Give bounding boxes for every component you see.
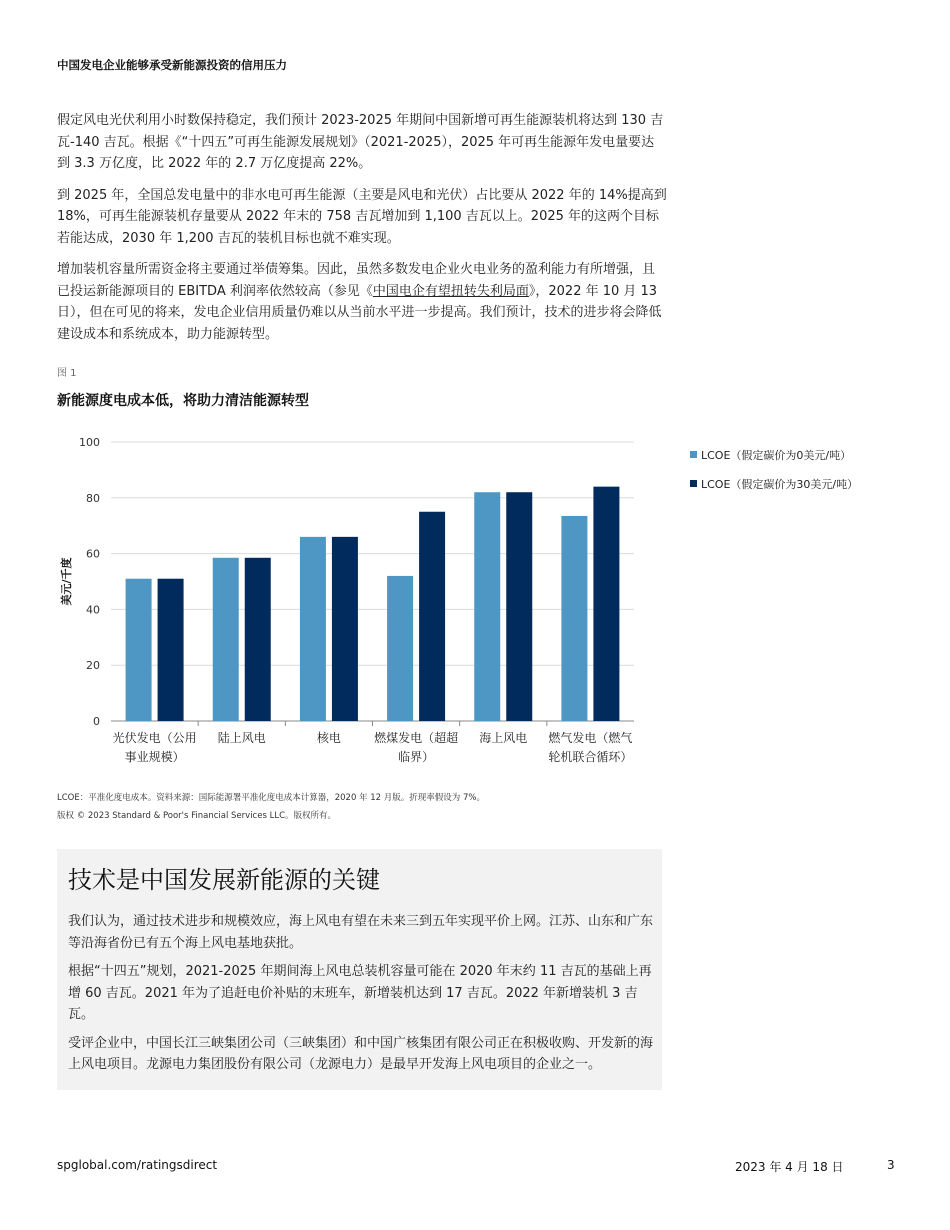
figure-copyright: 版权 © 2023 Standard & Poor's Financial Services LLC。版权所有。 <box>57 811 336 821</box>
body-text <box>57 110 667 355</box>
y-tick-label: 60 <box>86 547 100 561</box>
document-header-title: 中国发电企业能够承受新能源投资的信用压力 <box>57 58 287 72</box>
sidebar-body <box>68 911 658 1083</box>
y-axis-ticks <box>79 436 100 728</box>
bar-series-2 <box>332 537 358 721</box>
x-category-label: 光伏发电（公用 <box>112 731 197 745</box>
legend-label-series-1: LCOE（假定碳价为0美元/吨） <box>701 448 852 462</box>
sidebar-paragraph-3: 受评企业中，中国长江三峡集团公司（三峡集团）和中国广核集团有限公司正在积极收购、开发新的海上风电项目。龙源电力集团股份有限公司（龙源电力）是最早开发海上风电项目的企业之一。 <box>68 1035 654 1072</box>
paragraph-3 <box>57 259 667 345</box>
x-category-label: 燃气发电（燃气 <box>548 731 633 745</box>
figure-title: 新能源度电成本低，将助力清洁能源转型 <box>57 393 309 409</box>
bar-series-2 <box>506 492 532 721</box>
sidebar-paragraph-1: 我们认为，通过技术进步和规模效应，海上风电有望在未来三到五年实现平价上网。江苏、山东和广东等沿海省份已有五个海上风电基地获批。 <box>68 914 654 951</box>
chart-gridlines <box>111 442 634 721</box>
footer-date: 2023 年 4 月 18 日 <box>735 1160 844 1174</box>
footer-url: spglobal.com/ratingsdirect <box>57 1158 218 1172</box>
bar-series-1 <box>213 558 239 721</box>
legend-label-series-2: LCOE（假定碳价为30美元/吨） <box>701 477 859 491</box>
bar-series-1 <box>126 579 152 721</box>
x-category-label: 海上风电 <box>479 731 528 745</box>
bar-series-2 <box>419 512 445 721</box>
chart-legend <box>690 440 858 498</box>
x-category-label: 核电 <box>316 731 341 745</box>
footer-page-number: 3 <box>887 1158 895 1172</box>
x-category-label: 轮机联合循环） <box>548 750 633 764</box>
paragraph-2: 到 2025 年，全国总发电量中的非水电可再生能源（主要是风电和光伏）占比要从 2022 年的 14%提高到 18%，可再生能源装机存量要从 2022 年末的 758 吉瓦增加到 1,100 吉瓦以上。2025 年的这两个目标若能达成，2030 年 1,200 吉瓦的装机目标也就不难实现。 <box>57 187 667 246</box>
y-tick-label: 0 <box>93 715 100 728</box>
paragraph-3-text-a: 增加装机容量所需资金将主要通过举债筹集。因此，虽然多数发电企业火电业务的盈利能力有所增强，且已投运新能源项目的 EBITDA 利润率依然较高（参见《 <box>57 262 656 299</box>
y-tick-label: 80 <box>86 491 100 505</box>
bar-series-1 <box>387 576 413 721</box>
paragraph-3-text-b: 》，2022 年 10 月 13 日），但在可见的将来，发电企业信用质量仍难以从当前水平进一步提高。我们预计，技术的进步将会降低建设成本和系统成本，助力能源转型。 <box>57 283 662 342</box>
legend-swatch-series-1 <box>690 451 697 458</box>
legend-swatch-series-2 <box>690 480 697 487</box>
sidebar-box <box>57 849 662 1090</box>
bar-series-2 <box>245 558 271 721</box>
x-category-label: 临界） <box>398 750 435 764</box>
y-tick-label: 40 <box>86 603 100 617</box>
bar-series-1 <box>561 516 587 721</box>
x-axis-categories <box>113 721 633 764</box>
figure-source-note: LCOE：平准化度电成本。资料来源：国际能源署平准化度电成本计算器，2020 年 12 月版。折现率假设为 7%。 <box>57 793 485 803</box>
figure-notes <box>57 789 485 825</box>
legend-item-series-2 <box>690 469 858 498</box>
paragraph-1: 假定风电光伏利用小时数保持稳定，我们预计 2023-2025 年期间中国新增可再生能源装机将达到 130 吉瓦-140 吉瓦。根据《“十四五”可再生能源发展规划》（2021-2025），2025 年可再生能源年发电量要达到 3.3 万亿度，比 2022 年的 2.7 万亿度提高 22%。 <box>57 113 664 171</box>
bar-series-1 <box>300 537 326 721</box>
lcoe-bar-chart <box>0 420 680 780</box>
legend-item-series-1 <box>690 440 858 469</box>
x-category-label: 燃煤发电（超超 <box>374 731 459 745</box>
figure-label: 图 1 <box>57 368 77 379</box>
sidebar-title: 技术是中国发展新能源的关键 <box>68 866 380 894</box>
y-axis-title: 美元/千度 <box>60 557 73 606</box>
chart-bars <box>126 487 620 721</box>
bar-series-2 <box>593 487 619 721</box>
sidebar-paragraph-2: 根据“十四五”规划，2021-2025 年期间海上风电总装机容量可能在 2020 年末约 11 吉瓦的基础上再增 60 吉瓦。2021 年为了追赶电价补贴的末班车，新增装机达到 17 吉瓦。2022 年新增装机 3 吉瓦。 <box>68 964 652 1022</box>
bar-series-2 <box>158 579 184 721</box>
x-category-label: 事业规模） <box>124 750 185 764</box>
report-link[interactable]: 中国电企有望扭转失利局面 <box>372 283 529 299</box>
bar-series-1 <box>474 492 500 721</box>
x-category-label: 陆上风电 <box>217 731 266 745</box>
y-tick-label: 100 <box>79 436 100 449</box>
y-tick-label: 20 <box>86 659 100 673</box>
